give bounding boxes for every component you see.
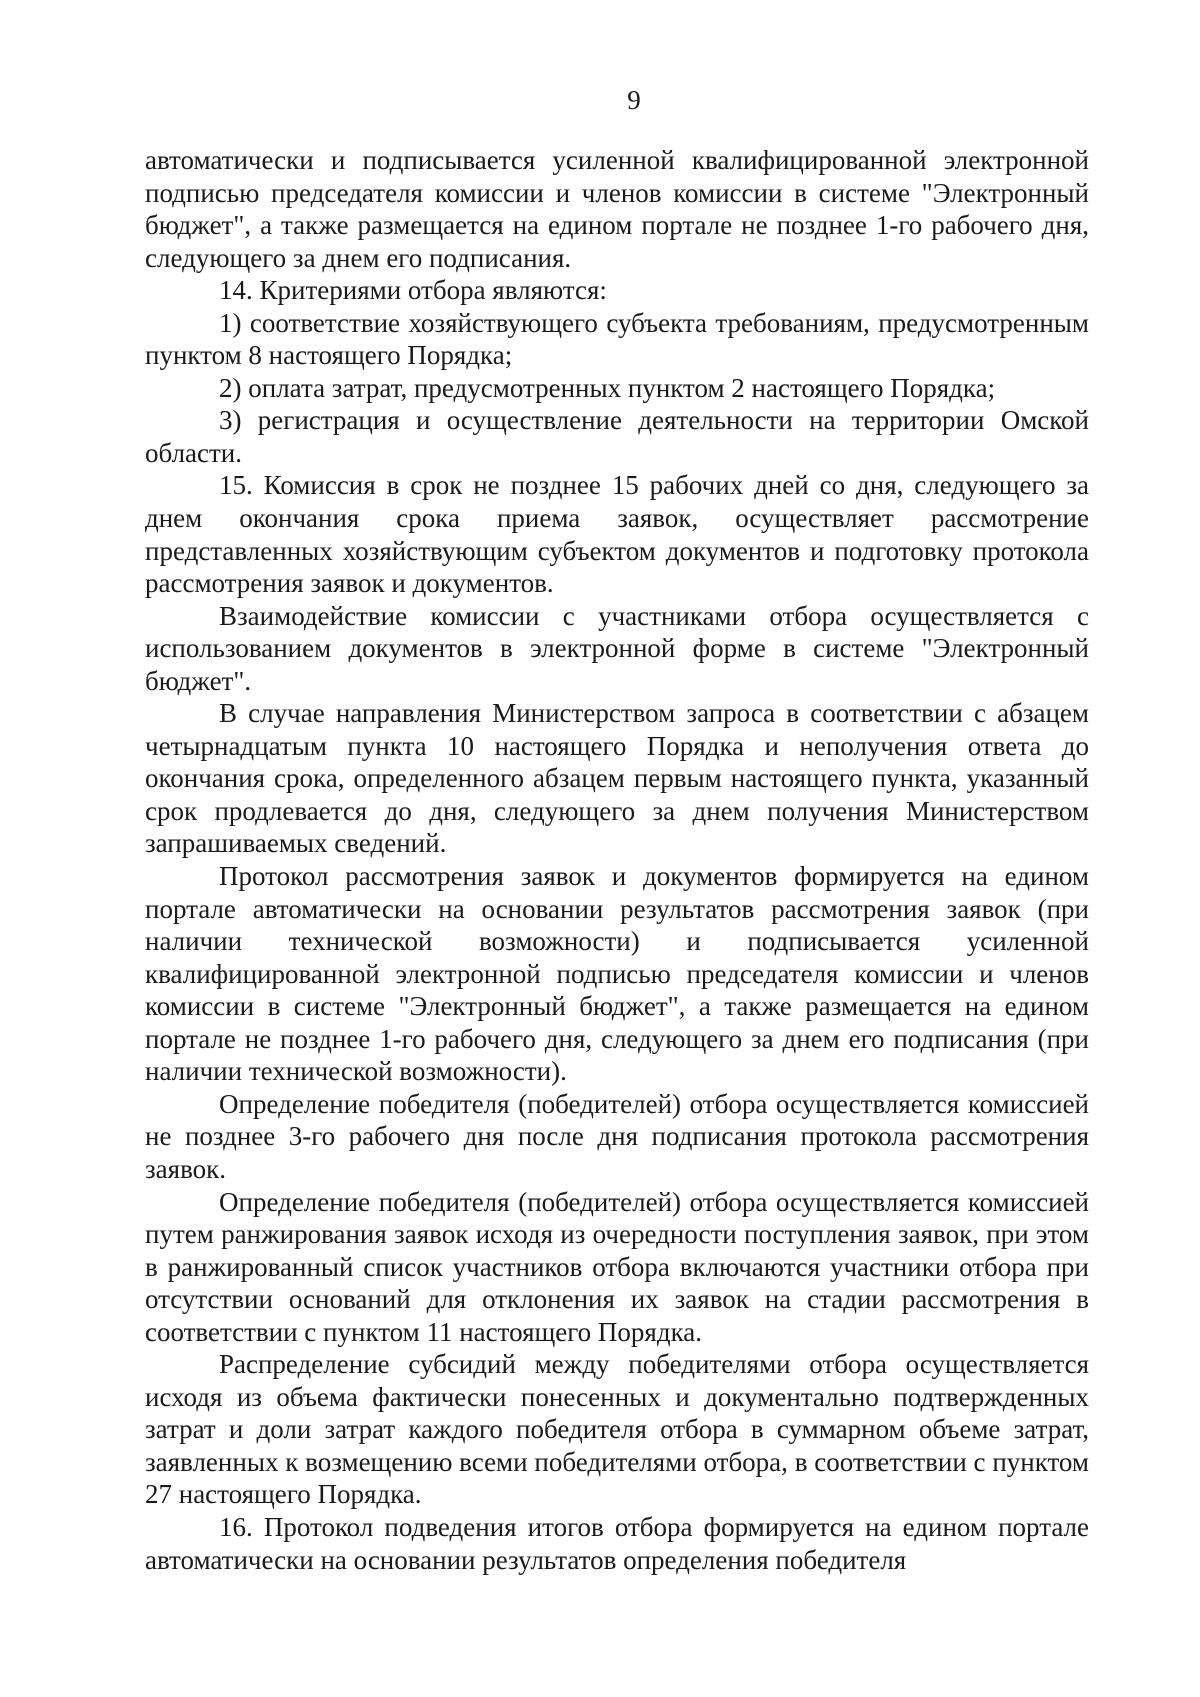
page-number: 9 (627, 85, 641, 115)
clause-15-winner-ranking: Определение победителя (победителей) отбора осуществляется комиссией путем ранжирования заявок исходя из очередности поступления заявок, при этом в ранжированный список участников отбора включаются участники отбора при отсутствии оснований для отклонения их заявок на стадии рассмотрения в соответствии с пунктом 11 настоящего Порядка. (145, 1186, 1089, 1347)
paragraph-continuation: автоматически и подписывается усиленной квалифицированной электронной подписью председателя комиссии и членов комиссии в системе "Электронный бюджет", а также размещается на едином портале не позднее 1-го рабочего дня, следующего за днем его подписания. (145, 145, 1089, 273)
clause-15-interaction: Взаимодействие комиссии с участниками отбора осуществляется с использованием документов в электронной форме в системе "Электронный бюджет". (145, 600, 1089, 696)
clause-15-distribution: Распределение субсидий между победителями отбора осуществляется исходя из объема фактически понесенных и документально подтвержденных затрат и доли затрат каждого победителя отбора в суммарном объеме затрат, заявленных к возмещению всеми победителями отбора, в соответствии с пунктом 27 настоящего Порядка. (145, 1349, 1089, 1510)
clause-15-winner-deadline: Определение победителя (победителей) отбора осуществляется комиссией не позднее 3-го рабочего дня после дня подписания протокола рассмотрения заявок. (145, 1088, 1089, 1184)
clause-14-heading: 14. Критериями отбора являются: (219, 275, 607, 306)
clause-15-protocol: Протокол рассмотрения заявок и документов формируется на едином портале автоматически на основании результатов рассмотрения заявок (при наличии технической возможности) и подписывается усиленной квалифицированной электронной подписью председателя комиссии и членов комиссии в системе "Электронный бюджет", а также размещается на едином портале не позднее 1-го рабочего дня, следующего за днем его подписания (при наличии технической возможности). (145, 861, 1089, 1087)
selection-criteria-list (145, 307, 1089, 470)
criteria-item-3: 3) регистрация и осуществление деятельности на территории Омской области. (145, 405, 1089, 468)
criteria-item-1: 1) соответствие хозяйствующего субъекта требованиям, предусмотренным пунктом 8 настоящего Порядка; (145, 307, 1089, 371)
clause-16: 16. Протокол подведения итогов отбора формируется на едином портале автоматически на основании результатов определения победителя (145, 1511, 1089, 1575)
clause-15-request: В случае направления Министерством запроса в соответствии с абзацем четырнадцатым пункта 10 настоящего Порядка и неполучения ответа до окончания срока, определенного абзацем первым настоящего пункта, указанный срок продлевается до дня, следующего за днем получения Министерством запрашиваемых сведений. (145, 698, 1089, 859)
document-body (145, 144, 1089, 1576)
clause-15: 15. Комиссия в срок не позднее 15 рабочих дней со дня, следующего за днем окончания срока приема заявок, осуществляет рассмотрение представленных хозяйствующим субъектом документов и подготовку протокола рассмотрения заявок и документов. (145, 470, 1089, 599)
criteria-item-2: 2) оплата затрат, предусмотренных пунктом 2 настоящего Порядка; (219, 372, 996, 403)
